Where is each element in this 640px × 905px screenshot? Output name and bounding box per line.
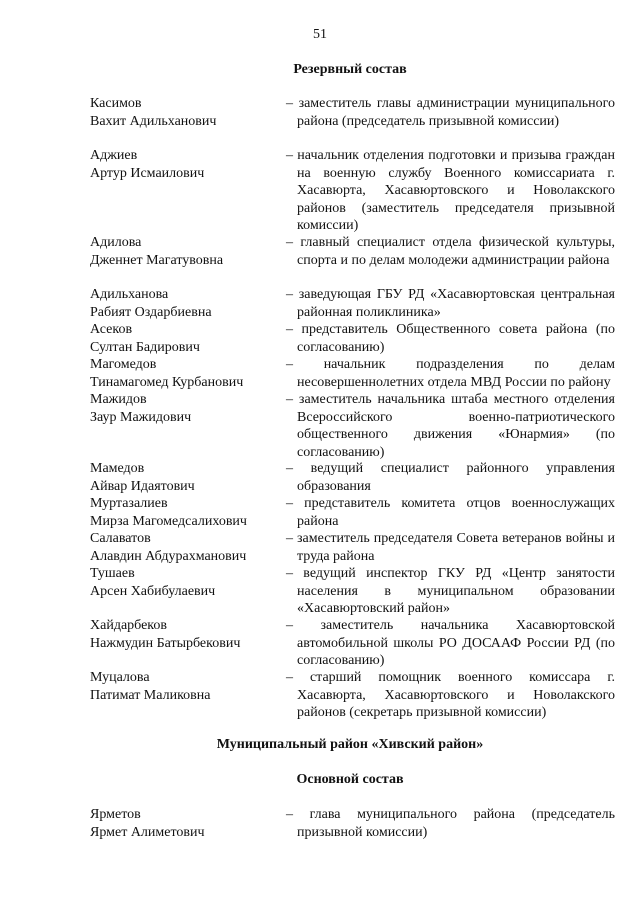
member-given-name: Нажмудин Батырбекович [90,635,241,651]
member-name [90,530,290,565]
member-role: – ведущий инспектор ГКУ РД «Центр занятости населения в муниципальном образовании «Хасавюртовский район» [286,566,615,617]
member-role: – заместитель главы администрации муниципального района (председатель призывной комиссии) [286,96,615,129]
member-given-name: Артур Исмаилович [90,165,205,181]
member-given-name: Вахит Адильханович [90,113,217,129]
member-role: – ведущий специалист районного управления образования [286,461,615,494]
member-role: – заместитель председателя Совета ветеранов войны и труда района [286,531,615,564]
member-surname: Аджиев [90,148,138,163]
member-surname: Асеков [90,322,133,337]
member-name [90,391,290,426]
member-name [90,669,290,704]
member-surname: Мажидов [90,392,147,407]
member-role: – представитель Общественного совета района (по согласованию) [286,322,615,355]
member-name [90,286,290,321]
member-role: – глава муниципального района (председатель призывной комиссии) [286,807,615,840]
district-heading: Муниципальный район «Хивский район» [216,737,484,752]
member-given-name: Айвар Идаятович [90,478,195,494]
member-role: – заместитель начальника штаба местного отделения Всероссийского военно-патриотического общественного движения «Юнармия» (по согласованию) [286,392,615,460]
member-name [90,565,290,600]
member-surname: Тушаев [90,566,135,581]
member-surname: Салаватов [90,531,151,546]
member-given-name: Патимат Маликовна [90,687,211,703]
member-name [90,356,290,391]
member-given-name: Алавдин Абдурахманович [90,548,247,564]
member-name [90,495,290,530]
page-number: 51 [313,27,327,42]
member-surname: Касимов [90,96,142,111]
member-role: – представитель комитета отцов военнослужащих района [286,496,615,529]
member-given-name: Арсен Хабибулаевич [90,583,216,599]
member-given-name: Ярмет Алиметович [90,824,205,840]
member-role: – заведующая ГБУ РД «Хасавюртовская центральная районная поликлиника» [286,287,615,320]
member-name [90,147,290,182]
section-title-reserve: Резервный состав [293,62,407,77]
member-name [90,806,290,841]
member-given-name: Тинамагомед Курбанович [90,374,244,390]
member-role: – начальник подразделения по делам несовершеннолетних отдела МВД России по району [286,357,615,390]
member-given-name: Султан Бадирович [90,339,200,355]
member-name [90,234,290,269]
member-surname: Адилова [90,235,142,250]
member-surname: Муцалова [90,670,150,685]
member-surname: Муртазалиев [90,496,168,511]
member-surname: Мамедов [90,461,145,476]
member-given-name: Заур Мажидович [90,409,192,425]
member-surname: Ярметов [90,807,141,822]
section-title-main: Основной состав [296,772,404,787]
member-surname: Магомедов [90,357,157,372]
member-name [90,617,290,652]
member-surname: Адильханова [90,287,169,302]
member-name [90,460,290,495]
member-given-name: Мирза Магомедсалихович [90,513,247,529]
member-given-name: Дженнет Магатувовна [90,252,224,268]
member-role: – заместитель начальника Хасавюртовской автомобильной школы РО ДОСААФ России РД (по согласованию) [286,618,615,669]
member-role: – старший помощник военного комиссара г. Хасавюрта, Хасавюртовского и Новолакского районов (секретарь призывной комиссии) [286,670,615,721]
member-surname: Хайдарбеков [90,618,168,633]
member-given-name: Рабият Оздарбиевна [90,304,212,320]
member-role: – начальник отделения подготовки и призыва граждан на военную службу Военного комиссариата г. Хасавюрта, Хасавюртовского и Новолакского районов (заместитель председателя призывной комиссии) [286,148,615,234]
member-name [90,321,290,356]
member-role: – главный специалист отдела физической культуры, спорта и по делам молодежи администрации района [286,235,615,268]
member-name [90,95,290,130]
